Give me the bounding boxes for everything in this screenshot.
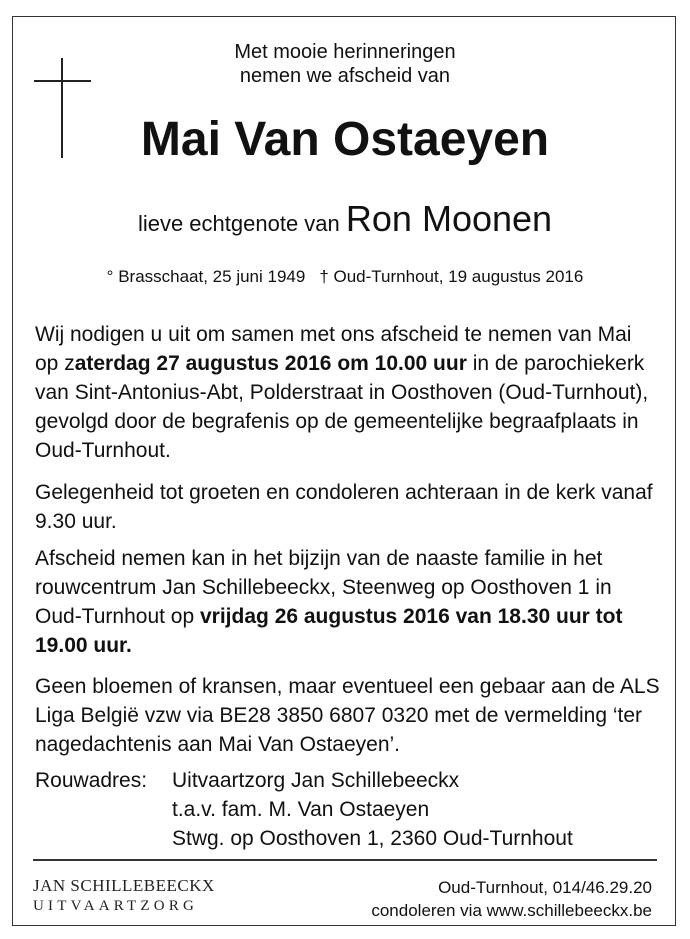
intro-line-1: Met mooie herinneringen (234, 41, 456, 63)
spouse-line (0, 198, 690, 240)
birth-date: ° Brasschaat, 25 juni 1949 (106, 267, 306, 286)
contact-phone: Oud-Turnhout, 014/46.29.20 (438, 878, 652, 897)
donation-paragraph: Geen bloemen of kransen, maar eventueel een gebaar aan de ALS Liga België vzw via BE28 3850 6807 0320 met de vermelding ‘ter nagedachtenis aan Mai Van Ostaeyen’. (35, 675, 660, 756)
contact-website[interactable]: condoleren via www.schillebeeckx.be (371, 901, 652, 920)
address-lines (172, 766, 573, 853)
intro-text (0, 40, 690, 88)
funeral-home-logo (33, 876, 229, 915)
life-dates (0, 267, 690, 287)
farewell-paragraph (35, 544, 660, 660)
deceased-name: Mai Van Ostaeyen (140, 113, 550, 166)
intro-line-2: nemen we afscheid van (239, 65, 451, 87)
footer-divider (33, 859, 657, 861)
ceremony-text-a: Wij nodigen u uit om samen met ons afscheid te nemen van Mai op z (35, 323, 632, 375)
address-label: Rouwadres: (35, 769, 148, 792)
logo-line-2: UITVAARTZORG (33, 898, 199, 914)
contact-info (371, 876, 652, 922)
spouse-prefix: lieve echtgenote van (137, 211, 340, 236)
logo-line-1: JAN SCHILLEBEECKX (33, 876, 215, 895)
farewell-text: Afscheid nemen kan in het bijzijn van de naaste familie in het rouwcentrum Jan Schillebeeckx, Steenweg op Oosthoven 1 in Oud-Turnhout op (35, 547, 612, 628)
address-line-1: Uitvaartzorg Jan Schillebeeckx (172, 769, 460, 792)
ceremony-text-b: in de parochiekerk van Sint-Antonius-Abt, Polderstraat in Oosthoven (Oud-Turnhout), gevolgd door de begrafenis op de gemeentelijke begraafplaats in Oud-Turnhout. (35, 352, 649, 462)
condolence-paragraph: Gelegenheid tot groeten en condoleren achteraan in de kerk vanaf 9.30 uur. (35, 481, 653, 533)
spouse-name: Ron Moonen (345, 198, 553, 239)
address-line-3: Stwg. op Oosthoven 1, 2360 Oud-Turnhout (172, 827, 573, 850)
address-line-2: t.a.v. fam. M. Van Ostaeyen (172, 798, 430, 821)
farewell-datetime: vrijdag 26 augustus 2016 van 18.30 uur tot 19.00 uur. (35, 605, 623, 657)
ceremony-paragraph (35, 320, 660, 465)
death-date: † Oud-Turnhout, 19 augustus 2016 (319, 267, 584, 286)
ceremony-datetime: aterdag 27 augustus 2016 om 10.00 uur (74, 352, 467, 375)
